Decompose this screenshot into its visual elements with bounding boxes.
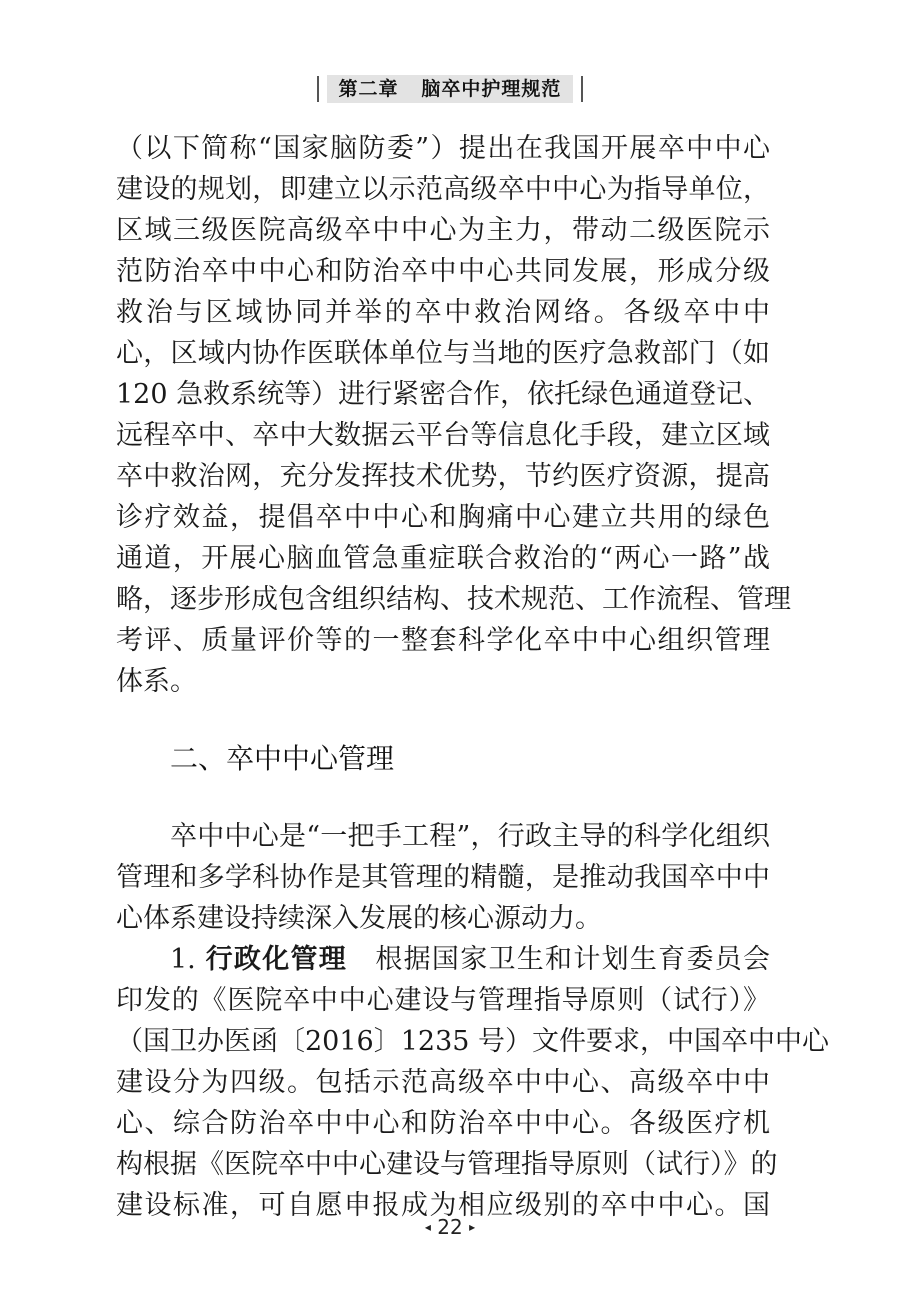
page-footer [0,1215,900,1239]
running-header [0,75,900,103]
text-line [116,939,770,980]
text-line: 120 急救系统等）进行紧密合作，依托绿色通道登记、 [116,379,771,410]
chapter-number: 第二章 [338,78,399,100]
text-line: 心，区域内协作医联体单位与当地的医疗急救部门（如 [116,338,770,369]
text-line: 救治与区域协同并举的卒中救治网络。各级卒中中 [116,297,770,328]
text-line: 构根据《医院卒中中心建设与管理指导原则（试行）》的 [116,1149,778,1180]
paragraph-administrative [116,939,830,1226]
header-right-rule [581,76,583,102]
item-text: 根据国家卫生和计划生育委员会 [347,944,771,975]
chapter-title: 脑卒中护理规范 [421,78,562,100]
text-line: 建设的规划，即建立以示范高级卒中中心为指导单位， [116,174,770,205]
page-number: 22 [437,1215,463,1239]
section-heading: 二、卒中中心管理 [170,742,395,775]
text-line: 管理和多学科协作是其管理的精髓，是推动我国卒中中 [116,862,770,893]
chapter-label [327,75,574,103]
text-line: 诊疗效益，提倡卒中中心和胸痛中心建立共用的绿色 [116,502,770,533]
text-line: 考评、质量评价等的一整套科学化卒中中心组织管理 [116,625,770,656]
text-line: 卒中中心是“一把手工程”，行政主导的科学化组织 [170,821,770,852]
text-line: 通道，开展心脑血管急重症联合救治的“两心一路”战 [116,543,770,574]
page-right-marker-icon: ▸ [469,1220,476,1234]
paragraph-intro [116,816,770,939]
text-line: 建设分为四级。包括示范高级卒中中心、高级卒中中 [116,1067,770,1098]
text-line: 建设标准，可自愿申报成为相应级别的卒中中心。国 [116,1190,770,1221]
text-line: 区域三级医院高级卒中中心为主力，带动二级医院示 [116,215,770,246]
item-number: 1. [170,944,206,975]
text-line: 卒中救治网，充分发挥技术优势，节约医疗资源，提高 [116,461,770,492]
text-line: 远程卒中、卒中大数据云平台等信息化手段，建立区域 [116,420,770,451]
paragraph-continued [116,128,791,702]
text-line: 印发的《医院卒中中心建设与管理指导原则（试行）》 [116,985,770,1016]
item-bold-title: 行政化管理 [205,944,348,975]
text-line: （国卫办医函〔2016〕1235 号）文件要求，中国卒中中心 [116,1026,830,1057]
text-line: 心体系建设持续深入发展的核心源动力。 [116,903,602,934]
text-line: 略，逐步形成包含组织结构、技术规范、工作流程、管理 [116,584,791,615]
page-left-marker-icon: ◂ [424,1220,431,1234]
header-left-rule [317,76,319,102]
text-line: 心、综合防治卒中中心和防治卒中中心。各级医疗机 [116,1108,770,1139]
text-line: 体系。 [116,666,197,697]
text-line: （以下简称“国家脑防委”）提出在我国开展卒中中心 [116,133,770,164]
text-line: 范防治卒中中心和防治卒中中心共同发展，形成分级 [116,256,770,287]
page-body [116,128,830,1226]
